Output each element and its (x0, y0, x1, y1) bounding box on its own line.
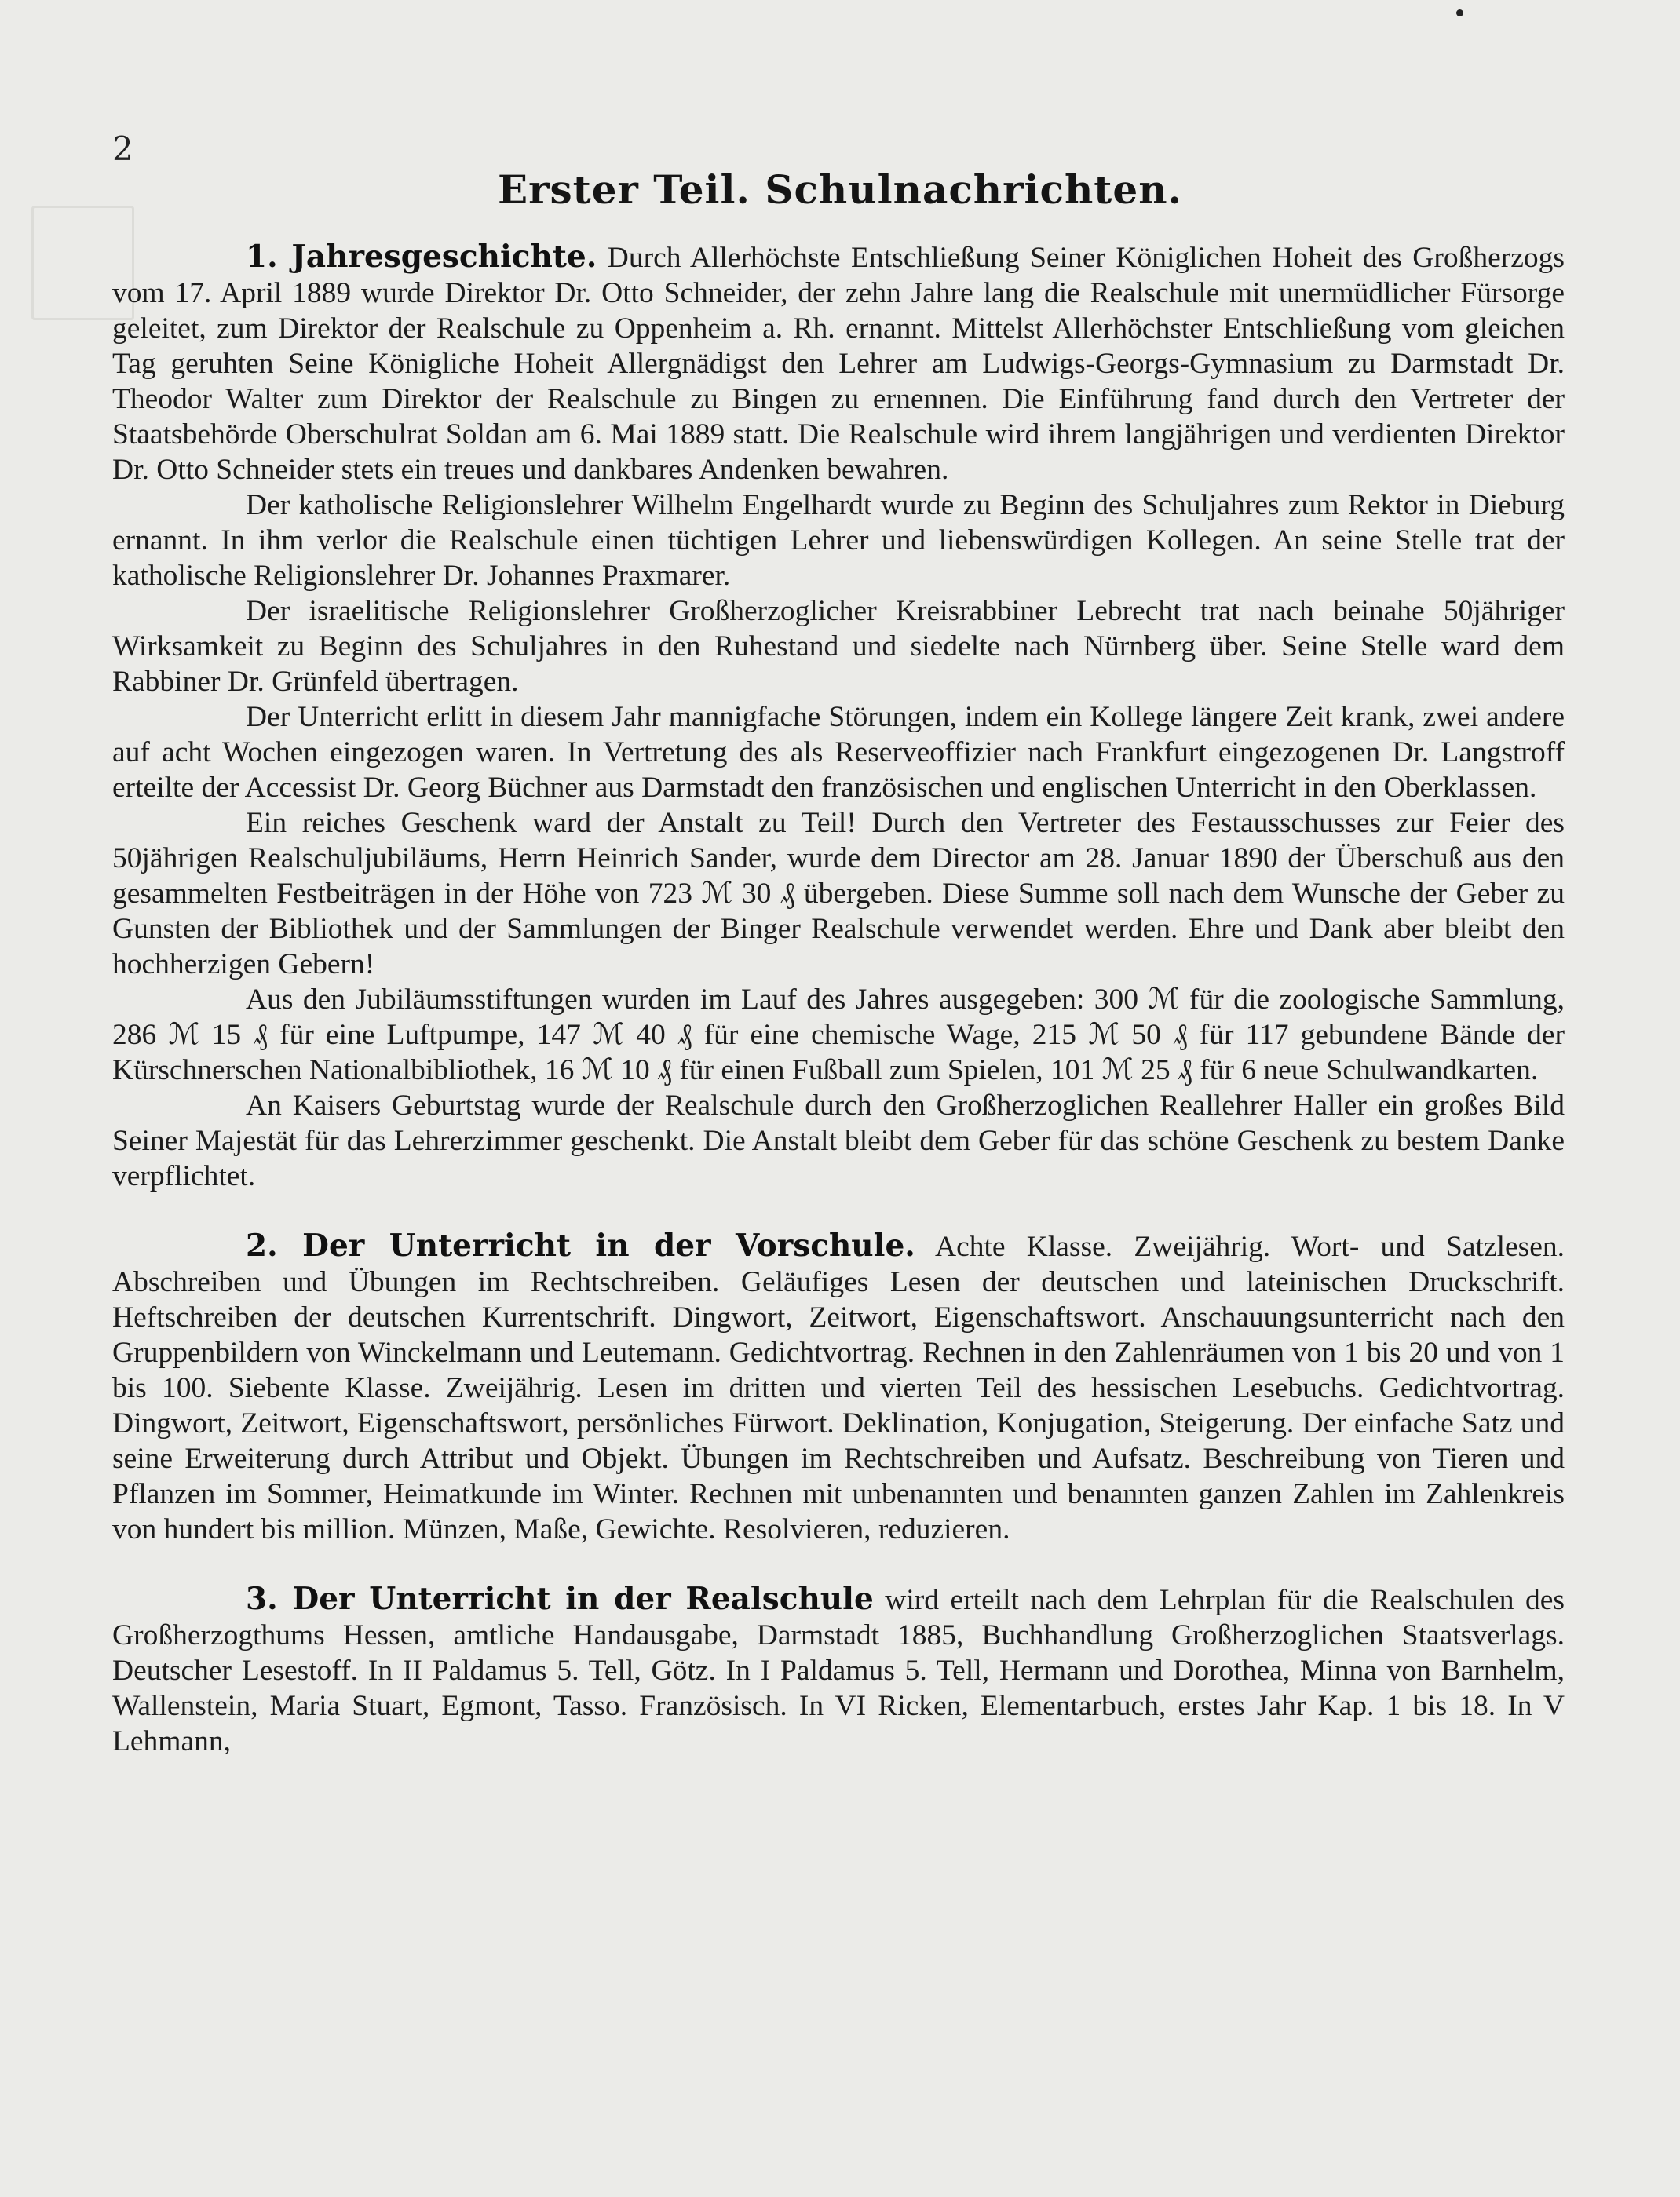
paragraph-realschule (112, 1582, 1565, 1759)
paragraph-kaisers-geburtstag: An Kaisers Geburtstag wurde der Realschule durch den Großherzoglichen Reallehrer Haller ein großes Bild Seiner Majestät für das Lehrerzimmer geschenkt. Die Anstalt bleibt dem Geber für das schöne Geschenk zu bestem Danke verpflichtet. (112, 1089, 1565, 1192)
section-title-3: 3. Der Unterricht in der Realschule (246, 1581, 874, 1617)
paragraph-unterricht-stoerungen: Der Unterricht erlitt in diesem Jahr mannigfache Störungen, indem ein Kollege längere Zeit krank, zwei andere auf acht Wochen eingezogen waren. In Vertretung des als Reserveoffizier nach Frankfurt eingezogenen Dr. Langstroff erteilte der Accessist Dr. Georg Büchner aus Darmstadt den französischen und englischen Unterricht in den Oberklassen. (112, 701, 1565, 804)
paragraph-vorschule (112, 1228, 1565, 1547)
paragraph-jubilaeumsstiftungen: Aus den Jubiläumsstiftungen wurden im Lauf des Jahres ausgegeben: 300 ℳ für die zoologische Sammlung, 286 ℳ 15 ₰ für eine Luftpumpe, 147 ℳ 40 ₰ für eine chemische Wage, 215 ℳ 50 ₰ für 117 gebundene Bände der Kürschnerschen Nationalbibliothek, 16 ℳ 10 ₰ für einen Fußball zum Spielen, 101 ℳ 25 ₰ für 6 neue Schulwandkarten. (112, 984, 1565, 1086)
paragraph-jahresgeschichte (112, 239, 1565, 487)
paragraph-engelhardt: Der katholische Religionslehrer Wilhelm Engelhardt wurde zu Beginn des Schuljahres zum Rektor in Dieburg ernannt. In ihm verlor die Realschule einen tüchtigen Lehrer und liebenswürdigen Kollegen. An seine Stelle trat der katholische Religionslehrer Dr. Johannes Praxmarer. (112, 489, 1565, 592)
section-title-1: 1. Jahresgeschichte. (246, 239, 597, 275)
document-body (112, 239, 1565, 1759)
section-title-2: 2. Der Unterricht in der Vorschule. (246, 1228, 915, 1264)
paragraph-geschenk: Ein reiches Geschenk ward der Anstalt zu Teil! Durch den Vertreter des Festausschusses zur Feier des 50jährigen Realschuljubiläums, Herrn Heinrich Sander, wurde dem Director am 28. Januar 1890 der Überschuß aus den gesammelten Festbeiträgen in der Höhe von 723 ℳ 30 ₰ übergeben. Diese Summe soll nach dem Wunsche der Geber zu Gunsten der Bibliothek und der Sammlungen der Binger Realschule verwendet werden. Ehre und Dank aber bleibt den hochherzigen Gebern! (112, 807, 1565, 980)
paragraph-text: Achte Klasse. Zweijährig. Wort- und Satzlesen. Abschreiben und Übungen im Rechtschreiben. Geläufiges Lesen der deutschen und lateinischen Druckschrift. Heftschreiben der deutschen Kurrentschrift. Dingwort, Zeitwort, Eigenschaftswort. Anschauungsunterricht nach den Gruppenbildern von Winckelmann und Leutemann. Gedichtvortrag. Rechnen in den Zahlenräumen von 1 bis 20 und von 1 bis 100. Siebente Klasse. Zweijährig. Lesen im dritten und vierten Teil des hessischen Lesebuchs. Gedichtvortrag. Dingwort, Zeitwort, Eigenschaftswort, persönliches Fürwort. Deklination, Konjugation, Steigerung. Der einfache Satz und seine Erweiterung durch Attribut und Objekt. Übungen im Rechtschreiben und Aufsatz. Beschreibung von Tieren und Pflanzen im Sommer, Heimatkunde im Winter. Rechnen mit unbenannten und benannten ganzen Zahlen im Zahlenkreis von hundert bis million. Münzen, Maße, Gewichte. Resolvieren, reduzieren. (112, 1231, 1565, 1546)
ink-dot (1456, 9, 1463, 16)
paragraph-text: Durch Allerhöchste Entschließung Seiner Königlichen Hoheit des Großherzogs vom 17. April 1889 wurde Direktor Dr. Otto Schneider, der zehn Jahre lang die Realschule mit unermüdlicher Fürsorge geleitet, zum Direktor der Realschule zu Oppenheim a. Rh. ernannt. Mittelst Allerhöchster Entschließung vom gleichen Tag geruhten Seine Königliche Hoheit Allergnädigst den Lehrer am Ludwigs-Georgs-Gymnasium zu Darmstadt Dr. Theodor Walter zum Direktor der Realschule zu Bingen zu ernennen. Die Einführung fand durch den Vertreter der Staatsbehörde Oberschulrat Soldan am 6. Mai 1889 statt. Die Realschule wird ihrem langjährigen und verdienten Direktor Dr. Otto Schneider stets ein treues und dankbares Andenken bewahren. (112, 242, 1565, 486)
paragraph-lebrecht: Der israelitische Religionslehrer Großherzoglicher Kreisrabbiner Lebrecht trat nach beinahe 50jähriger Wirksamkeit zu Beginn des Schuljahres in den Ruhestand und siedelte nach Nürnberg über. Seine Stelle ward dem Rabbiner Dr. Grünfeld übertragen. (112, 595, 1565, 698)
paragraph-text: wird erteilt nach dem Lehrplan für die Realschulen des Großherzogthums Hessen, amtliche Handausgabe, Darmstadt 1885, Buchhandlung Großherzoglichen Staatsverlags. Deutscher Lesestoff. In II Paldamus 5. Tell, Götz. In I Paldamus 5. Tell, Hermann und Dorothea, Minna von Barnhelm, Wallenstein, Maria Stuart, Egmont, Tasso. Französisch. In VI Ricken, Elementarbuch, erstes Jahr Kap. 1 bis 18. In V Lehmann, (112, 1584, 1565, 1757)
page-title: Erster Teil. Schulnachrichten. (498, 166, 1182, 213)
page-number: 2 (112, 130, 133, 168)
